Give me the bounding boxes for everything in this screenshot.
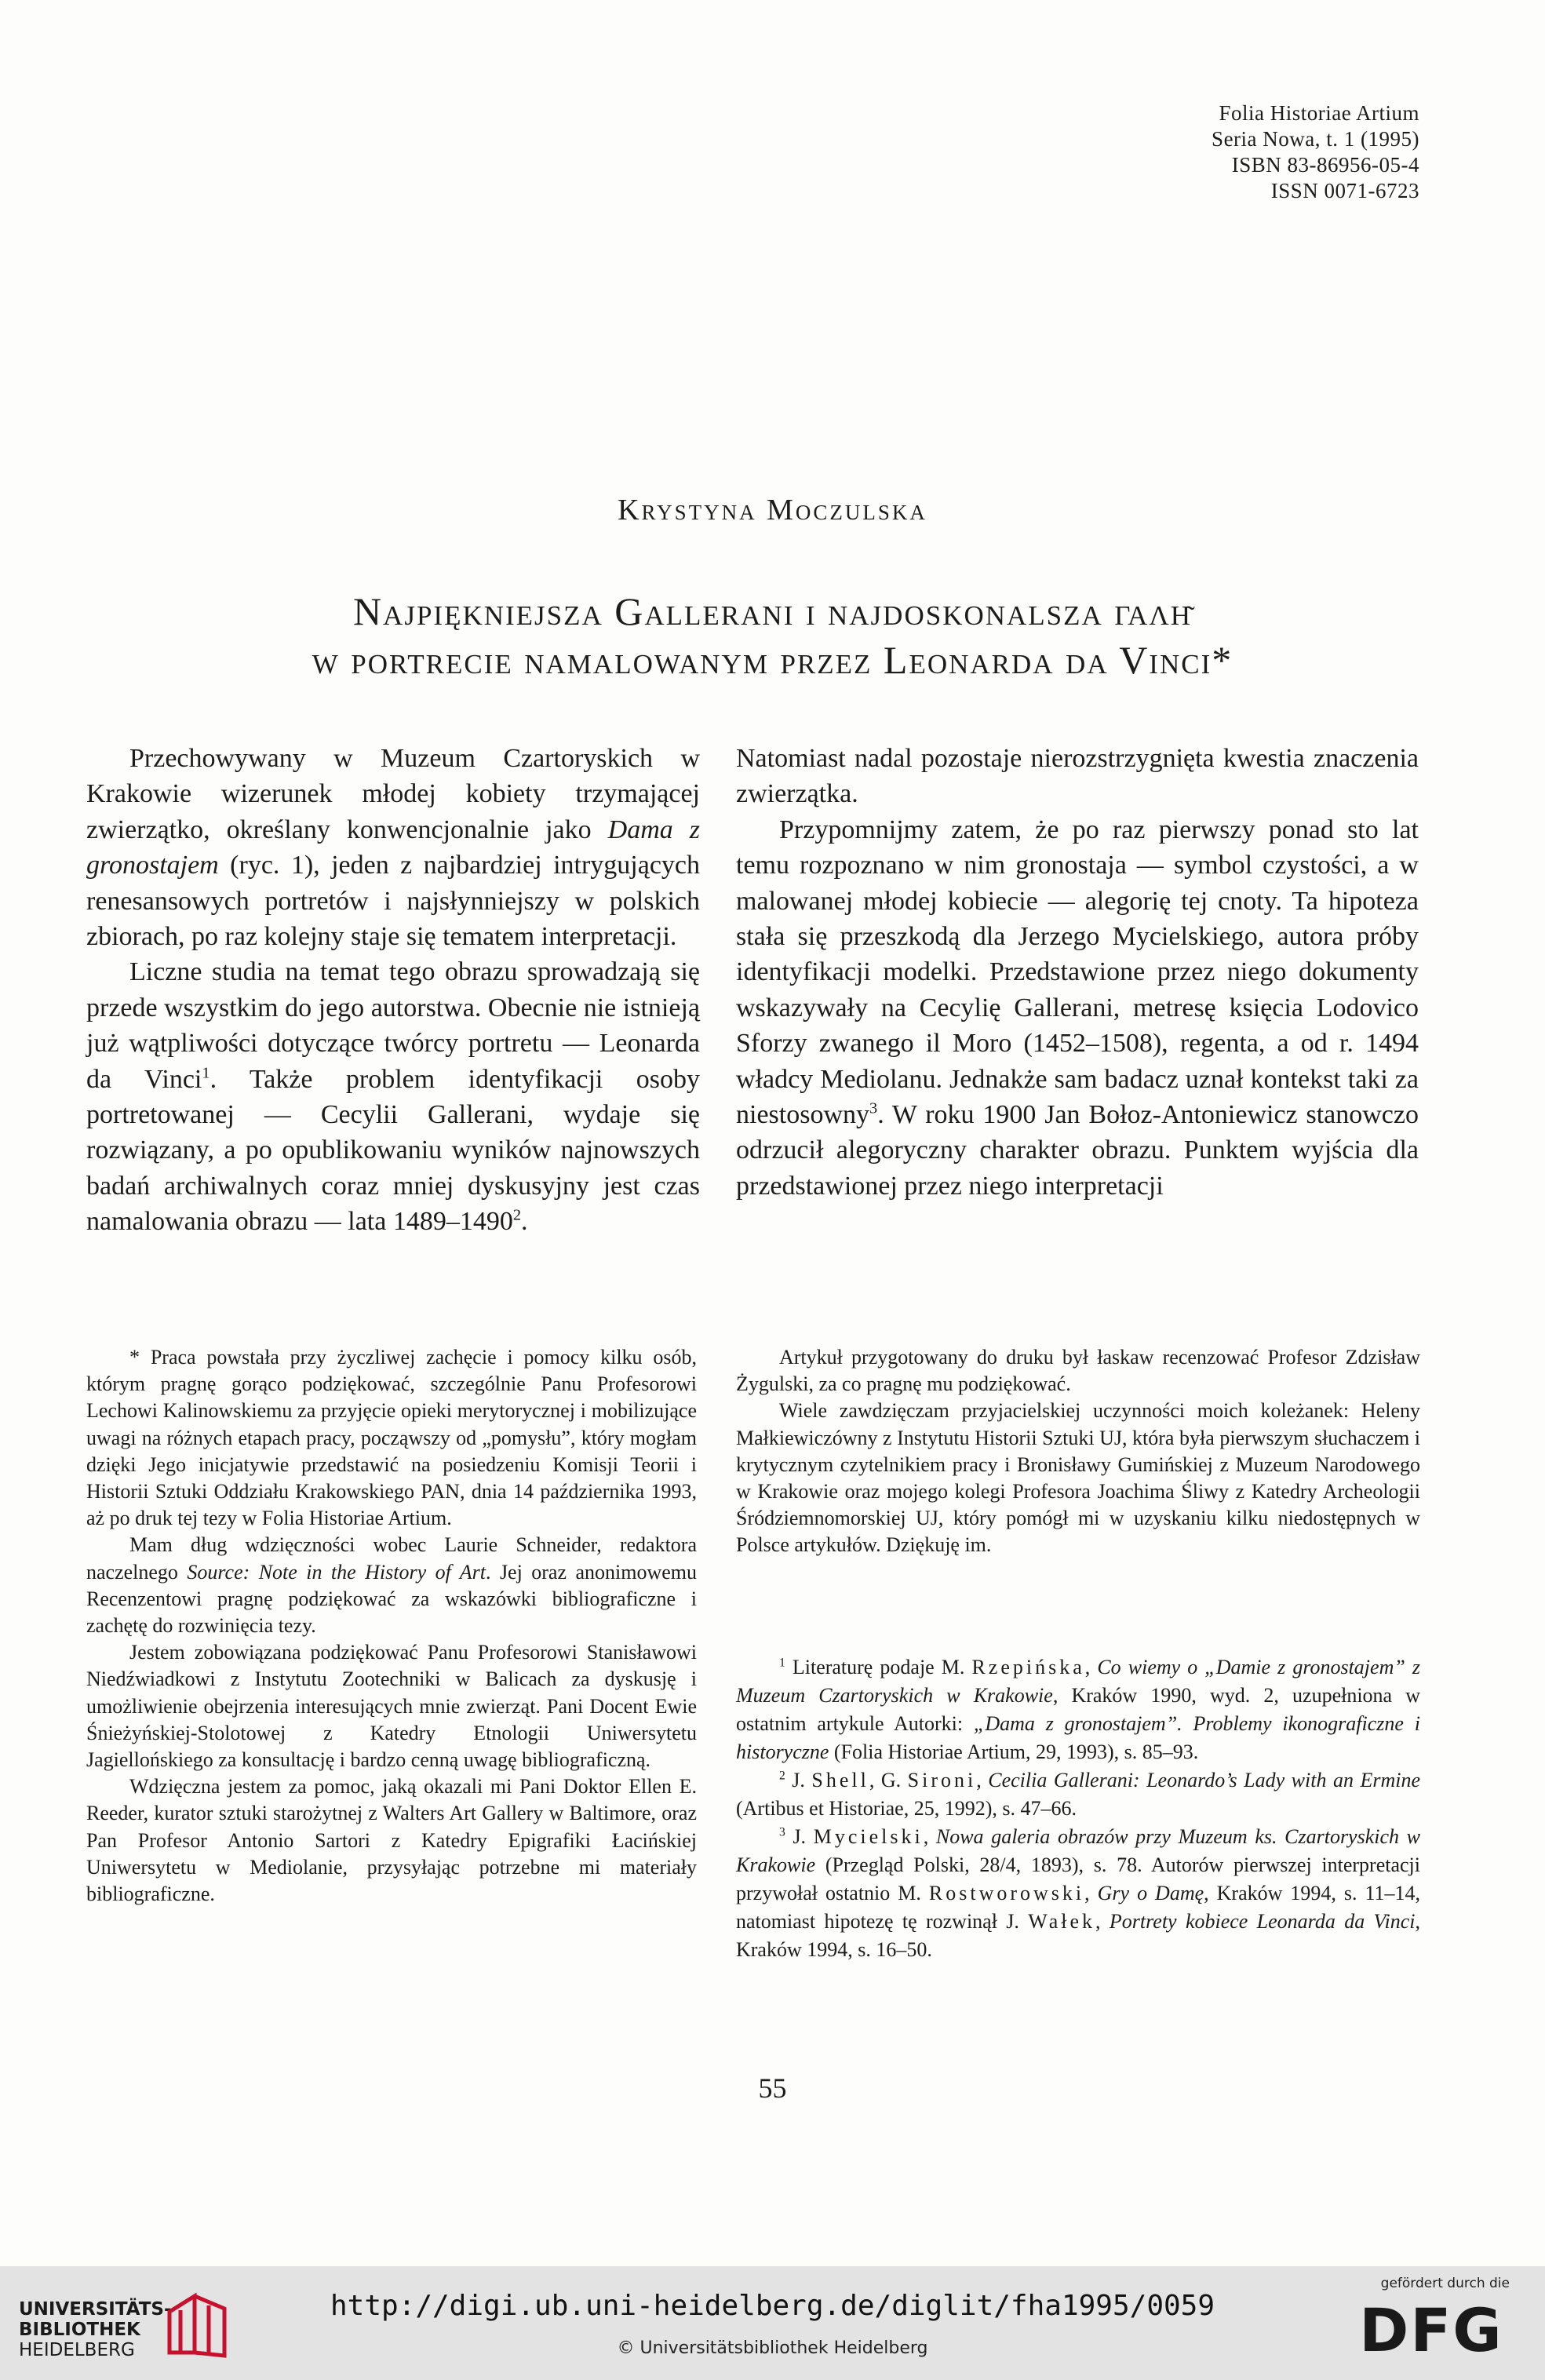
issn: ISSN 0071-6723	[1270, 179, 1419, 202]
cited-title: Gry o Damę	[1097, 1882, 1204, 1904]
publication-info	[1212, 100, 1419, 204]
dfg-logo-icon[interactable]	[1353, 2298, 1510, 2359]
title-line-1: Najpiękniejsza Gallerani i najdoskonalsza γαλῆ	[352, 589, 1193, 633]
copyright-notice: © Universitätsbibliothek Heidelberg	[617, 2338, 928, 2358]
library-name-line: UNIVERSITÄTS-	[19, 2299, 172, 2320]
cited-author: Rzepińska	[971, 1656, 1085, 1678]
footnote-text: , G.	[869, 1769, 908, 1791]
cited-author: Wałek	[1028, 1910, 1096, 1933]
footnote-text: ,	[923, 1825, 936, 1848]
footnote-acknowledgement: * Praca powstała przy życzliwej zachęcie i pomocy kilku osób, którym pragnę gorąco podziękować, szczególnie Panu Profesorowi Lechowi Kalinowskiemu za przyjęcie opieki merytorycznej i mobilizujące uwagi na różnych etapach pracy, począwszy od „pomysłu”, który mogłam dzięki Jego inicjatywie przedstawić na posiedzeniu Komisji Teorii i Historii Sztuki Oddziału Krakowskiego PAN, dnia 14 października 1993, aż po druk tej tezy w Folia Historiae Artium.	[86, 1346, 697, 1530]
funding-label: gefördert durch die	[1380, 2276, 1510, 2291]
journal-title: Source: Note in the History of Art	[187, 1560, 486, 1584]
cited-title: Cecilia Gallerani: Leonardo’s Lady with an Ermine	[988, 1769, 1420, 1791]
footnote-acknowledgement: Jestem zobowiązana podziękować Panu Profesorowi Stanisławowi Niedźwiadkowi z Instytutu Zootechniki w Balicach za dyskusję i umożliwienie obejrzenia interesujących mnie zwierząt. Pani Docent Ewie Śnieżyńskiej-Stolotowej z Katedry Etnologii Uniwersytetu Jagiellońskiego za konsultację i bardzo cenną uwagę bibliograficzną.	[86, 1641, 697, 1772]
permalink-url[interactable]: http://digi.ub.uni-heidelberg.de/diglit/fha1995/0059	[330, 2290, 1215, 2322]
series-info: Seria Nowa, t. 1 (1995)	[1212, 127, 1419, 151]
library-name-line: BIBLIOTHEK	[19, 2320, 140, 2340]
footnote-number: 3	[779, 1825, 785, 1839]
body-text: Liczne studia na temat tego obrazu sprowadzają się przede wszystkim do jego autorstwa. Obecnie nie istnieją już wątpliwości dotyczące twórcy portretu — Leonarda da Vinci	[86, 957, 700, 1094]
footnote-1	[736, 1653, 1420, 1766]
article-title	[0, 587, 1545, 684]
body-text: Przechowywany w Muzeum Czartoryskich w Krakowie wizerunek młodej kobiety trzymającej zwierzątko, określany konwencjonalnie jako	[86, 744, 700, 844]
footnote-text: J.	[785, 1769, 812, 1791]
page-number: 55	[758, 2072, 787, 2104]
artwork-title: Dama z gronostajem	[86, 815, 701, 880]
body-text: .	[521, 1207, 528, 1237]
footnote-text: Literaturę podaje M.	[785, 1656, 972, 1678]
footnote-text: ,	[1095, 1910, 1110, 1933]
footnote-text: (Przegląd Polski, 28/4, 1893), s. 78. Autorów pierwszej interpretacji przywołał ostatnio M.	[736, 1853, 1420, 1904]
cited-title: „Dama z gronostajem”. Problemy ikonograficzne i historyczne	[736, 1712, 1420, 1763]
footnote-2	[736, 1766, 1420, 1823]
cited-author: Rostworowski	[928, 1882, 1085, 1904]
title-line-2: w portrecie namalowanym przez Leonarda da Vinci*	[312, 638, 1233, 682]
footnotes-right-acknowledgements	[736, 1344, 1420, 1559]
dfg-logo-text: DFG	[1359, 2298, 1503, 2359]
body-paragraph	[86, 954, 700, 1239]
cited-title: Co wiemy o „Damie z gronostajem” z Muzeum Czartoryskich w Krakowie	[736, 1656, 1420, 1707]
isbn: ISBN 83-86956-05-4	[1231, 153, 1419, 177]
footnote-text: (Artibus et Historiae, 25, 1992), s. 47–66.	[736, 1797, 1077, 1820]
footnote-ref[interactable]: 2	[512, 1206, 522, 1224]
cited-author: Shell	[811, 1769, 869, 1791]
body-text: Przypomnijmy zatem, że po raz pierwszy ponad sto lat temu rozpoznano w nim gronostaja — symbol czystości, a w malowanej młodej kobiecie — alegorię tej cnoty. Ta hipoteza stała się przeszkodą dla Jerzego Mycielskiego, autora próby identyfikacji modelki. Przedstawione przez niego dokumenty wskazywały na Cecylię Gallerani, metresę księcia Lodovico Sforzy zwanego il Moro (1452–1508), regenta, a od r. 1494 władcy Mediolanu. Jednakże sam badacz uznał kontekst taki za niestosowny	[736, 815, 1419, 1130]
footnote-text: , Kraków 1994, s. 16–50.	[736, 1910, 1420, 1961]
body-column-right	[736, 741, 1419, 1204]
footnote-number: 1	[779, 1656, 785, 1670]
footnote-text: ,	[1084, 1882, 1098, 1904]
footnote-text: , Kraków 1990, wyd. 2, uzupełniona w ostatnim artykule Autorki:	[736, 1684, 1421, 1735]
body-text: . W roku 1900 Jan Bołoz-Antoniewicz stanowczo odrzucił alegoryczny charakter obrazu. Punktem wyjścia dla przedstawionej przez niego interpretacji	[736, 1100, 1419, 1201]
footnote-acknowledgement: Wiele zawdzięczam przyjacielskiej uczynności moich koleżanek: Heleny Małkiewiczówny z Instytutu Historii Sztuki UJ, która była pierwszym słuchaczem i krytycznym czytelnikiem pracy i Bronisławy Gumińskiej z Muzeum Narodowego w Krakowie oraz mojego kolegi Profesora Joachima Śliwy z Katedry Archeologii Śródziemnomorskiej UJ, który pomógł mi w uzyskaniu kilku niedostępnych w Polsce artykułów. Dziękuję im.	[736, 1399, 1420, 1557]
footnote-text: , Kraków 1994, s. 11–14, natomiast hipotezę tę rozwinął J.	[736, 1882, 1421, 1933]
cited-author: Mycielski	[813, 1825, 924, 1848]
footnote-acknowledgement: Wdzięczna jestem za pomoc, jaką okazali mi Pani Doktor Ellen E. Reeder, kurator sztuki starożytnej z Walters Art Gallery w Baltimore, oraz Pan Profesor Antonio Sartori z Katedry Epigrafiki Łacińskiej Uniwersytetu w Mediolanie, przysyłając potrzebne mi materiały bibliograficzne.	[86, 1775, 697, 1906]
article-author: Krystyna Moczulska	[618, 494, 927, 527]
footnote-3	[736, 1823, 1420, 1964]
journal-name: Folia Historiae Artium	[1219, 101, 1419, 125]
footnote-number: 2	[779, 1769, 785, 1783]
body-text: . Także problem identyfikacji osoby portretowanej — Cecylii Gallerani, wydaje się rozwiązany, a po opublikowaniu wyników najnowszych badań archiwalnych coraz mniej dyskusyjny jest czas namalowania obrazu — lata 1489–1490	[86, 1064, 700, 1237]
body-paragraph	[86, 741, 700, 954]
cited-author: Sironi	[907, 1769, 977, 1791]
cited-title: Nowa galeria obrazów przy Muzeum ks. Czartoryskich w Krakowie	[736, 1825, 1421, 1876]
footnotes-left	[86, 1344, 697, 1908]
digitization-footer	[0, 2266, 1545, 2380]
cited-title: Portrety kobiece Leonarda da Vinci	[1109, 1910, 1416, 1933]
footnote-ref[interactable]: 1	[202, 1064, 210, 1082]
footnote-ref[interactable]: 3	[869, 1099, 878, 1117]
library-name-line: HEIDELBERG	[19, 2340, 135, 2360]
body-paragraph	[736, 812, 1419, 1204]
footnote-text: . Jej oraz anonimowemu Recenzentowi pragnę podziękować za wskazówki bibliograficzne i zachętę do rozwinięcia tezy.	[86, 1560, 697, 1638]
body-column-left	[86, 741, 700, 1240]
footnote-text: ,	[1084, 1656, 1098, 1678]
footnote-text: J.	[785, 1825, 814, 1848]
footnote-acknowledgement	[86, 1532, 697, 1639]
body-text: (ryc. 1), jeden z najbardziej intrygujących renesansowych portretów i najsłynniejszy w polskich zbiorach, po raz kolejny staje się tematem interpretacji.	[86, 851, 700, 952]
body-paragraph: Natomiast nadal pozostaje nierozstrzygnięta kwestia znaczenia zwierzątka.	[736, 744, 1419, 809]
footnote-acknowledgement: Artykuł przygotowany do druku był łaskaw recenzować Profesor Zdzisław Żygulski, za co pragnę mu podziękować.	[736, 1346, 1420, 1396]
footnote-text: Mam dług wdzięczności wobec Laurie Schneider, redaktora naczelnego	[86, 1533, 697, 1584]
footnote-text: (Folia Historiae Artium, 29, 1993), s. 85–93.	[829, 1740, 1199, 1763]
footnote-text: ,	[976, 1769, 989, 1791]
footnotes-right-references	[736, 1653, 1420, 1964]
